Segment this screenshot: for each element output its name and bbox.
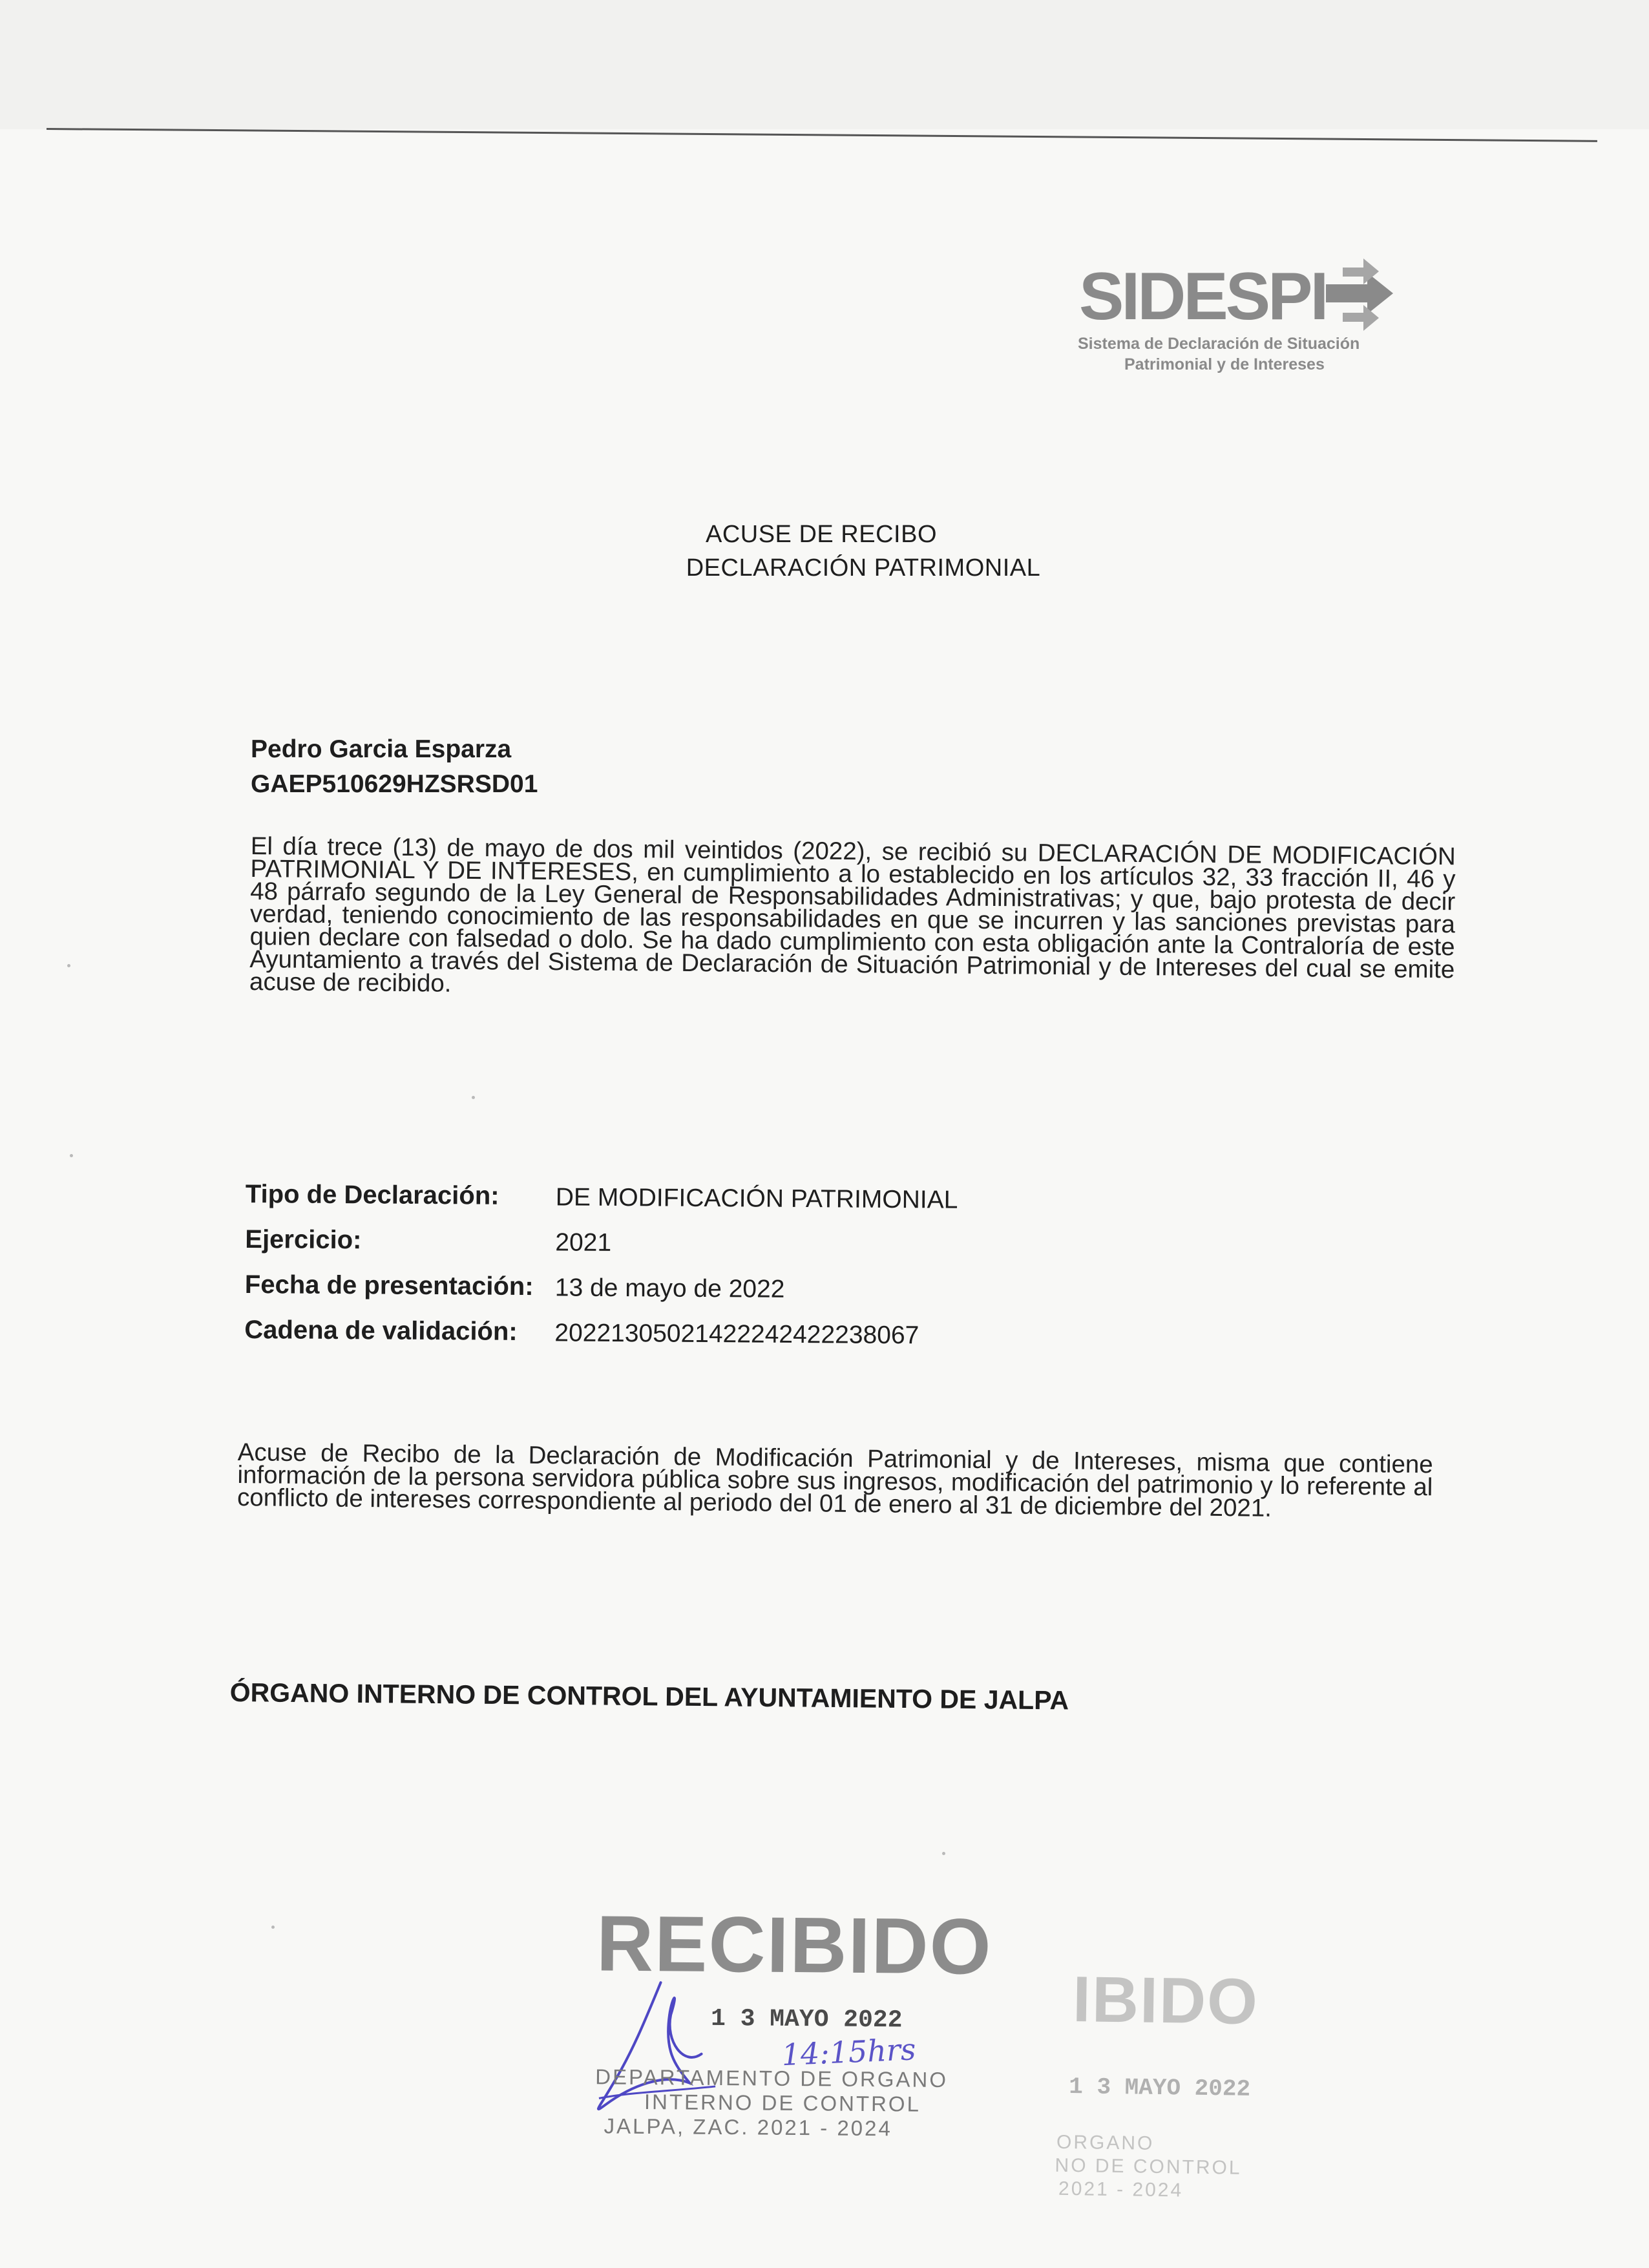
detail-label: Ejercicio:	[245, 1224, 362, 1255]
received-stamp	[593, 1898, 996, 2147]
body-paragraph: El día trece (13) de mayo de dos mil veintidos (2022), se recibió su DECLARACIÓN DE MODIFICACIÓN PATRIMONIAL Y DE INTERESES, en cumplimiento a lo establecido en los artículos 32, 33 fracción II, 46 y 48 párrafo segundo de la Ley General de Responsabilidades Administrativas; y que, bajo protesta de decir verdad, teniendo conocimiento de las responsabilidades en que se incurren y las sanciones previstas para quien declare con falsedad o dolo. Se ha dado cumplimiento con esta obligación ante la Contraloría de este Ayuntamiento a través del Sistema de Declaración de Situación Patrimonial y de Intereses del cual se emite acuse de recibido.	[249, 832, 1456, 998]
detail-label: Cadena de validación:	[244, 1315, 518, 1346]
stamp-line: ORGANO	[1056, 2131, 1155, 2154]
detail-row-validation	[244, 1316, 1149, 1367]
detail-value: 2021	[555, 1228, 612, 1257]
stamp-line: NO DE CONTROL	[1055, 2154, 1242, 2179]
document-subtitle: DECLARACIÓN PATRIMONIAL	[686, 554, 1041, 582]
declarant-name: Pedro Garcia Esparza	[251, 735, 512, 763]
declarant-rfc: GAEP510629HZSRSD01	[251, 770, 538, 798]
stamp-word: IBIDO	[1072, 1963, 1259, 2039]
detail-row-exercise	[245, 1225, 1150, 1277]
logo-subtitle-line1: Sistema de Declaración de Situación	[1078, 335, 1360, 353]
detail-row-date	[245, 1270, 1150, 1322]
stamp-line: 2021 - 2024	[1058, 2178, 1184, 2201]
detail-label: Fecha de presentación:	[244, 1270, 534, 1301]
scan-border-shade	[0, 0, 1649, 129]
sidespi-logo	[1073, 246, 1409, 388]
detail-value: 13 de mayo de 2022	[554, 1274, 785, 1303]
stamp-date: 1 3 MAYO 2022	[710, 2004, 903, 2035]
handwritten-time: 14:15hrs	[781, 2032, 917, 2073]
detail-value: DE MODIFICACIÓN PATRIMONIAL	[555, 1183, 958, 1214]
stamp-line: INTERNO DE CONTROL	[644, 2089, 921, 2116]
document-title: ACUSE DE RECIBO	[705, 521, 938, 548]
faded-received-stamp	[1055, 1962, 1359, 2238]
stamp-date: 1 3 MAYO 2022	[1068, 2073, 1251, 2103]
paper-top-edge	[47, 128, 1597, 142]
double-arrow-icon	[1317, 253, 1401, 337]
detail-row-type	[246, 1180, 1150, 1232]
stamp-line: DEPARTAMENTO DE ORGANO	[595, 2064, 949, 2092]
detail-label: Tipo de Declaración:	[245, 1180, 499, 1210]
issuing-organ: ÓRGANO INTERNO DE CONTROL DEL AYUNTAMIENTO DE JALPA	[229, 1677, 1069, 1716]
stamp-line: JALPA, ZAC. 2021 - 2024	[604, 2114, 893, 2141]
declaration-details	[244, 1180, 1150, 1367]
logo-subtitle-line2: Patrimonial y de Intereses	[1124, 355, 1325, 373]
logo-wordmark: SIDESPI	[1079, 259, 1327, 334]
stamp-word: RECIBIDO	[596, 1899, 993, 1991]
closing-paragraph: Acuse de Recibo de la Declaración de Modificación Patrimonial y de Intereses, misma que contiene información de la persona servidora pública sobre sus ingresos, modificación del patrimonio y lo referente al conflicto de intereses correspondiente al periodo del 01 de enero al 31 de diciembre del 2021.	[236, 1438, 1433, 1522]
detail-value: 20221305021422242422238067	[554, 1319, 919, 1350]
